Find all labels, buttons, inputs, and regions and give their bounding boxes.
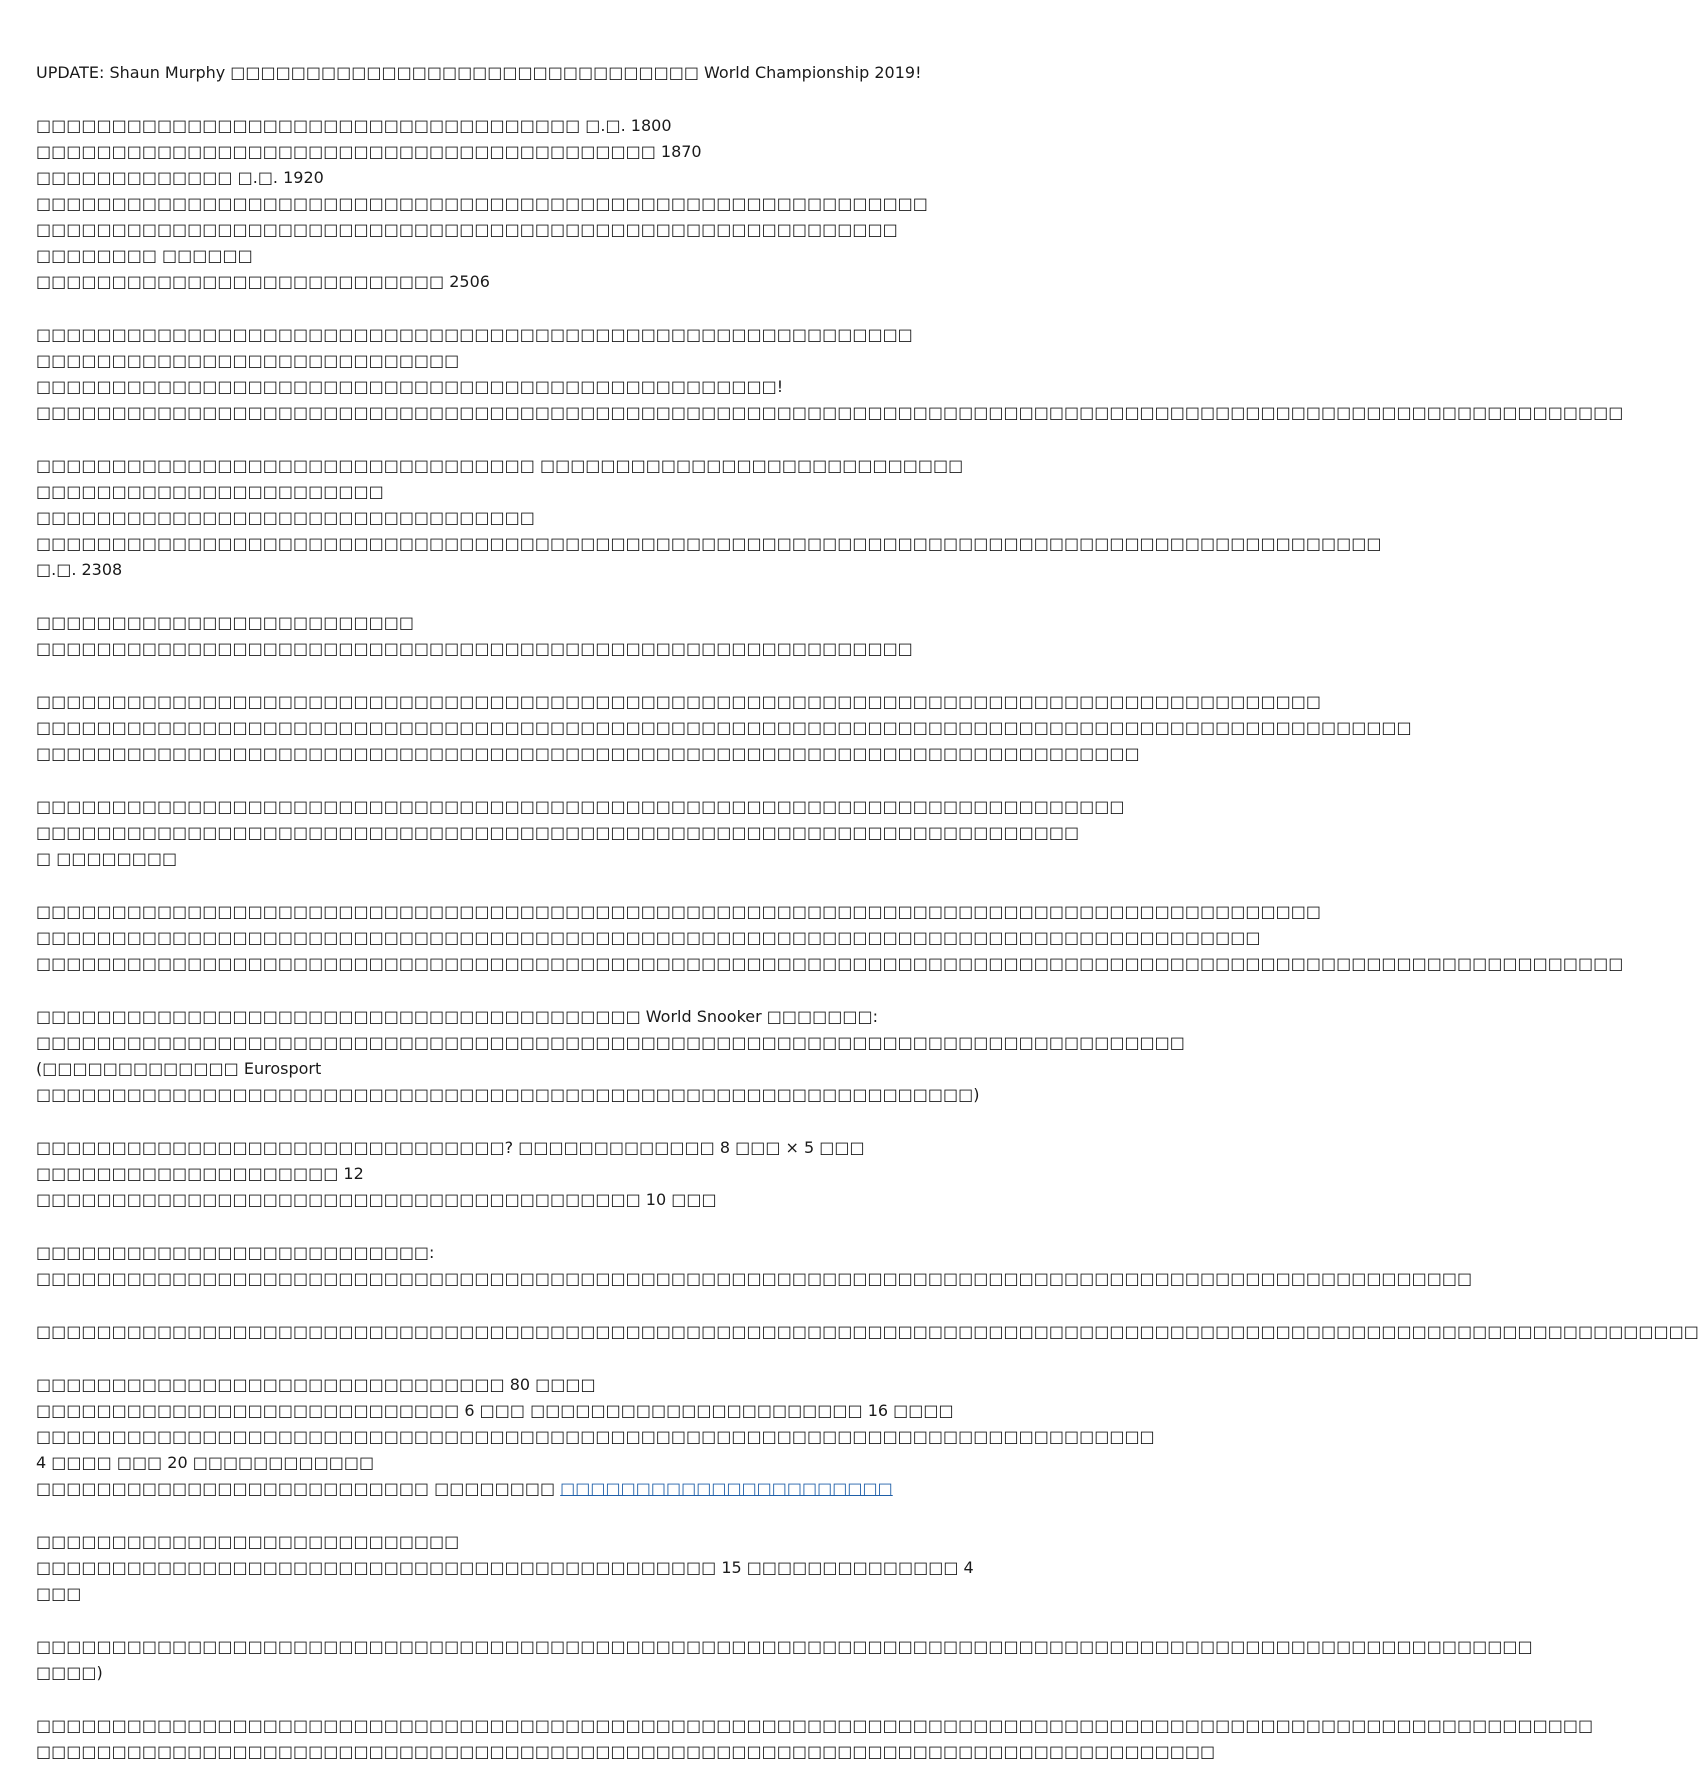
update-heading: UPDATE: Shaun Murphy □□□□□□□□□□□□□□□□□□□□□□□□□□□□□□□ World Championship 2019! [36, 63, 922, 82]
paragraph-origin: □□□□□□□□□□□□□□□□□□□□□□□□□□□□□□□□□ □□□□□□□□□□□□□□□□□□□□□□□□□□□□ □□□□□□□□□□□□□□□□□□□□□□□ □□□□□□□□□□□□□□□□□□□□□□□□□□□□□□□□□ □□□□□□□□□□□□□□□□□□□□□□□□□□□□□□□□□□□□□□□□□□□□□□□□□□□□□□□□□□□□□□□□□□□□□□□□□□□□□□□□□□□□□□□□□ □.□. 2308 [36, 456, 1382, 579]
inline-link[interactable]: □□□□□□□□□□□□□□□□□□□□□□ [560, 1479, 893, 1498]
paragraph-short: □□□□□□□□□□□□□□□□□□□□□□□□□ □□□□□□□□□□□□□□□□□□□□□□□□□□□□□□□□□□□□□□□□□□□□□□□□□□□□□□□□□□ [36, 613, 913, 658]
paragraph-reds: □□□□□□□□□□□□□□□□□□□□□□□□□□□□ □□□□□□□□□□□□□□□□□□□□□□□□□□□□□□□□□□□□□□□□□□□□□ 15 □□□□□□□□□□□□□□ 4 □□□ [36, 1532, 974, 1603]
paragraph-equipment: □□□□□□□□□□□□□□□□□□□□□□□□□□□□□□□□□□□□□□□□□□□□□□□□□□□□□□□□□□□□□□□□□□□□□□□□ □□□□□□□□□□□□□□□□□□□□□□□□□□□□□□□□□□□□□□□□□□□□□□□□□□□□□□□□□□□□□□□□□□□□□ □ □□□□□□□□ [36, 797, 1125, 868]
paragraph-history: □□□□□□□□□□□□□□□□□□□□□□□□□□□□□□□□□□□□ □.□. 1800 □□□□□□□□□□□□□□□□□□□□□□□□□□□□□□□□□□□□□□□□□ 1870 □□□□□□□□□□□□□ □.□. 1920 □□□□□□□□□□□□□□□□□□□□□□□□□□□□□□□□□□□□□□□□□□□□□□□□□□□□□□□□□□□ □□□□□□□□□□□□□□□□□□□□□□□□□□□□□□□□□□□□□□□□□□□□□□□□□□□□□□□□□ □□□□□□□□ □□□□□□ □□□□□□□□□□□□□□□□□□□□□□□□□□□ 2506 [36, 116, 928, 291]
paragraph-list-intro: □□□□□□□□□□□□□□□□□□□□□□□□□□: □□□□□□□□□□□□□□□□□□□□□□□□□□□□□□□□□□□□□□□□□□□□□□□□□□□□□□□□□□□□□□□□□□□□□□□□□□□□□□□□□□□□□□□□□□□□□□□ [36, 1243, 1473, 1288]
paragraph-scoring: □□□□□□□□□□□□□□□□□□□□□□□□□□□□□□□□□□□□□□□□□□□□□□□□□□□□□□□□□□□□□□□□□□□□□□□□□□□□□□□□□□□□□□□□□□□□□□□□□□□ □□□□) [36, 1637, 1533, 1682]
paragraph-balls-line-2: □□□□□□□□□□□□□□□□□□□□□□□□□□□□□□□□□□□□□□□□□□□□□□□□□□□□□□□□□□□□□□□□□□□□□□□□□□ 4 □□□□ □□□ 20 □□□□□□□□□□□□ [36, 1427, 1155, 1472]
paragraph-single-line: □□□□□□□□□□□□□□□□□□□□□□□□□□□□□□□□□□□□□□□□□□□□□□□□□□□□□□□□□□□□□□□□□□□□□□□□□□□□□□□□□□□□□□□□□□□□□□□□□□□□□□□□□□□□□□ [36, 1322, 1699, 1341]
paragraph-table-size: □□□□□□□□□□□□□□□□□□□□□□□□□□□□□□□? □□□□□□□□□□□□□ 8 □□□ × 5 □□□ □□□□□□□□□□□□□□□□□□□□ 12 □□□□□□□□□□□□□□□□□□□□□□□□□□□□□□□□□□□□□□□□ 10 □□□ [36, 1138, 865, 1209]
paragraph-intro: □□□□□□□□□□□□□□□□□□□□□□□□□□□□□□□□□□□□□□□□□□□□□□□□□□□□□□□□□□ □□□□□□□□□□□□□□□□□□□□□□□□□□□□ □□□□□□□□□□□□□□□□□□□□□□□□□□□□□□□□□□□□□□□□□□□□□□□□□! □□□□□□□□□□□□□□□□□□□□□□□□□□□□□□□□□□□□□□□□□□□□□□□□□□□□□□□□□□□□□□□□□□□□□□□□□□□□□□□□□□□□□□□□□□□□□□□□□□□□□□□□□ [36, 325, 1624, 422]
paragraph-balls-line-1: □□□□□□□□□□□□□□□□□□□□□□□□□□□□□□□ 80 □□□□ □□□□□□□□□□□□□□□□□□□□□□□□□□□□ 6 □□□ □□□□□□□□□□□□□□□□□□□□□□ 16 □□□□ [36, 1375, 954, 1420]
paragraph-players: □□□□□□□□□□□□□□□□□□□□□□□□□□□□□□□□□□□□□□□□□□□□□□□□□□□□□□□□□□□□□□□□□□□□□□□□□□□□□□□□□□□□□ □□□□□□□□□□□□□□□□□□□□□□□□□□□□□□□□□□□□□□□□□□□□□□□□□□□□□□□□□□□□□□□□□□□□□□□□□□□□□□□□□ □□□□□□□□□□□□□□□□□□□□□□□□□□□□□□□□□□□□□□□□□□□□□□□□□□□□□□□□□□□□□□□□□□□□□□□□□□□□□□□□□□□□□□□□□□□□□□□□□□□□□□□□□ [36, 902, 1624, 973]
paragraph-rules: □□□□□□□□□□□□□□□□□□□□□□□□□□□□□□□□□□□□□□□□□□□□□□□□□□□□□□□□□□□□□□□□□□□□□□□□□□□□□□□□□□□□□ □□□□□□□□□□□□□□□□□□□□□□□□□□□□□□□□□□□□□□□□□□□□□□□□□□□□□□□□□□□□□□□□□□□□□□□□□□□□□□□□□□□□□□□□□□□ □□□□□□□□□□□□□□□□□□□□□□□□□□□□□□□□□□□□□□□□□□□□□□□□□□□□□□□□□□□□□□□□□□□□□□□□□ [36, 692, 1412, 763]
paragraph-balls [36, 1372, 1155, 1502]
paragraph-closing: □□□□□□□□□□□□□□□□□□□□□□□□□□□□□□□□□□□□□□□□□□□□□□□□□□□□□□□□□□□□□□□□□□□□□□□□□□□□□□□□□□□□□□□□□□□□□□□□□□□□□□□ □□□□□□□□□□□□□□□□□□□□□□□□□□□□□□□□□□□□□□□□□□□□□□□□□□□□□□□□□□□□□□□□□□□□□□□□□□□□□□ [36, 1716, 1594, 1761]
paragraph-world-snooker: □□□□□□□□□□□□□□□□□□□□□□□□□□□□□□□□□□□□□□□□ World Snooker □□□□□□□: □□□□□□□□□□□□□□□□□□□□□□□□□□□□□□□□□□□□□□□□□□□□□□□□□□□□□□□□□□□□□□□□□□□□□□□□□□□□ (□□□□□□□□□□□□□ Eurosport □□□□□□□□□□□□□□□□□□□□□□□□□□□□□□□□□□□□□□□□□□□□□□□□□□□□□□□□□□□□□□) [36, 1007, 1185, 1104]
paragraph-balls-line-3: □□□□□□□□□□□□□□□□□□□□□□□□□□ □□□□□□□□ [36, 1479, 561, 1498]
